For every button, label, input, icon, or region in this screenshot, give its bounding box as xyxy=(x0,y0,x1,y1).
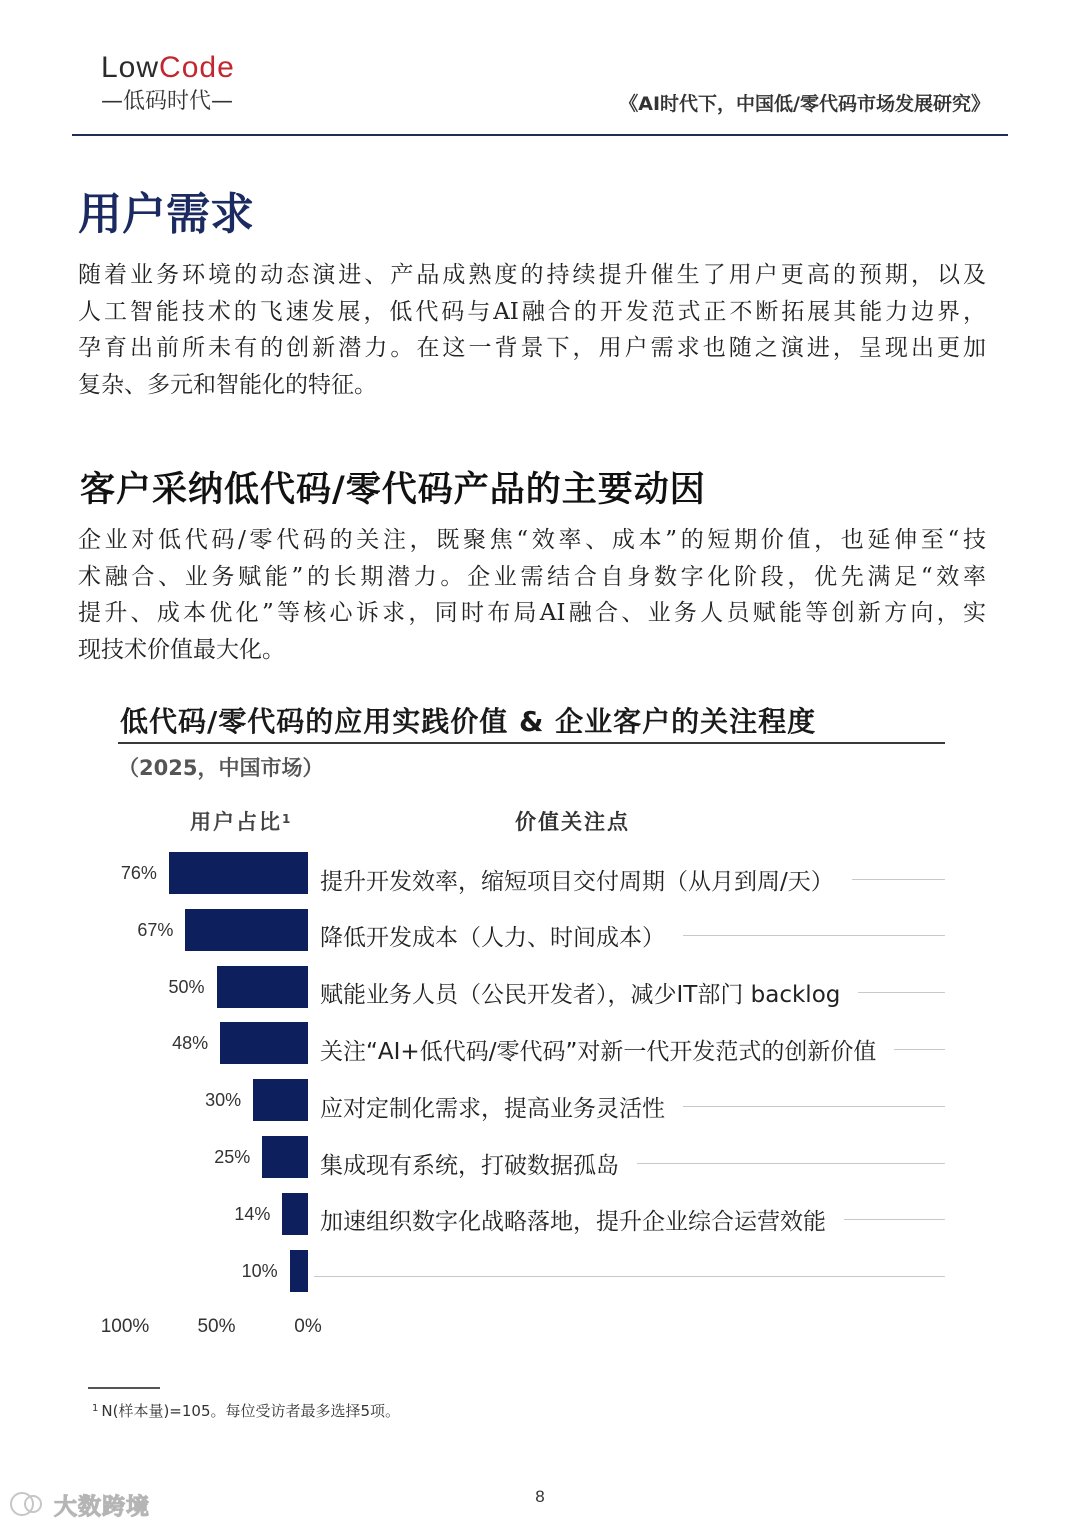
chart-title-underline xyxy=(118,742,945,744)
x-tick-label: 50% xyxy=(197,1316,236,1337)
logo-wordmark xyxy=(101,51,251,85)
section-heading: 客户采纳低代码/零代码产品的主要动因 xyxy=(80,470,706,510)
category-guide-line xyxy=(894,1049,945,1050)
value-column-header-text: 用户占比 xyxy=(190,810,282,834)
category-row xyxy=(320,1142,945,1184)
footnote-divider xyxy=(88,1387,160,1389)
page-title: 用户需求 xyxy=(78,189,254,240)
category-guide-line xyxy=(314,1276,945,1277)
bar-value-label: 50% xyxy=(168,976,205,997)
footnote-reference: 1 xyxy=(282,812,291,826)
paragraph-line: 人工智能技术的飞速发展，低代码与AI融合的开发范式正不断拓展其能力边界， xyxy=(78,298,986,325)
bar-5 xyxy=(253,1079,308,1121)
adoption-paragraph xyxy=(78,522,986,669)
category-label: 集成现有系统，打破数据孤岛 xyxy=(320,1152,619,1179)
bar-value-label: 25% xyxy=(214,1147,251,1167)
x-tick-label: 0% xyxy=(294,1316,322,1337)
page-header xyxy=(0,0,1080,140)
category-label: 应对定制化需求，提高业务灵活性 xyxy=(320,1095,665,1122)
category-row xyxy=(320,1085,945,1127)
logo-tagline: —低码时代— xyxy=(101,89,234,114)
bar-value-label: 10% xyxy=(241,1260,278,1281)
lowcode-logo xyxy=(101,51,251,123)
category-column-header: 价值关注点 xyxy=(515,810,630,834)
x-tick-label: 100% xyxy=(100,1316,150,1337)
category-label: 赋能业务人员（公民开发者），减少IT部门 backlog xyxy=(320,982,841,1009)
category-row xyxy=(320,915,945,957)
category-row xyxy=(320,1028,945,1070)
watermark-logo-icon xyxy=(8,1489,48,1519)
category-guide-line xyxy=(683,1106,945,1107)
category-label: 提升开发效率，缩短项目交付周期（从月到周/天） xyxy=(320,868,834,895)
bar-value-label: 30% xyxy=(205,1090,242,1111)
category-row xyxy=(320,972,945,1014)
report-title: 《AI时代下，中国低/零代码市场发展研究》 xyxy=(619,93,990,115)
bar-6 xyxy=(262,1136,308,1178)
footnote-marker: 1 xyxy=(92,1403,99,1414)
bar-7 xyxy=(282,1193,308,1235)
watermark-ring xyxy=(24,1495,42,1513)
logo-word-code: Code xyxy=(159,51,235,84)
category-label: 关注“AI+低代码/零代码”对新一代开发范式的创新价值 xyxy=(320,1038,877,1065)
category-guide-line xyxy=(637,1163,945,1164)
category-row xyxy=(320,858,945,900)
bar-value-label: 48% xyxy=(172,1033,209,1054)
paragraph-line: 随着业务环境的动态演进、产品成熟度的持续提升催生了用户更高的预期，以及 xyxy=(78,262,986,288)
category-label: 降低开发成本（人力、时间成本） xyxy=(320,925,665,952)
category-guide-line xyxy=(858,992,945,993)
bar-1 xyxy=(169,852,308,894)
page-number: 8 xyxy=(535,1487,545,1506)
watermark xyxy=(8,1486,150,1522)
paragraph-line: 企业对低代码/零代码的关注，既聚焦“效率、成本”的短期价值，也延伸至“技 xyxy=(78,527,986,553)
paragraph-line: 现技术价值最大化。 xyxy=(78,637,285,664)
value-column-header xyxy=(190,808,290,836)
category-guide-line xyxy=(852,879,945,880)
bar-value-label: 14% xyxy=(234,1203,271,1224)
logo-word-low: Low xyxy=(101,51,160,84)
paragraph-line: 复杂、多元和智能化的特征。 xyxy=(78,372,377,399)
intro-paragraph xyxy=(78,257,986,404)
paragraph-line: 孕育出前所未有的创新潜力。在这一背景下，用户需求也随之演进，呈现出更加 xyxy=(78,335,986,362)
category-guide-line xyxy=(844,1219,945,1220)
bar-value-label: 67% xyxy=(137,919,174,940)
paragraph-line: 术融合、业务赋能”的长期潜力。企业需结合自身数字化阶段，优先满足“效率 xyxy=(78,563,986,590)
bar-2 xyxy=(185,909,308,951)
bar-4 xyxy=(220,1022,308,1064)
paragraph-line: 提升、成本优化”等核心诉求，同时布局AI融合、业务人员赋能等创新方向，实 xyxy=(78,600,986,627)
category-row xyxy=(320,1199,945,1241)
bar-value-label: 76% xyxy=(120,863,157,883)
bar-3 xyxy=(217,966,309,1008)
chart-subtitle: （2025，中国市场） xyxy=(118,756,324,780)
header-divider xyxy=(72,134,1008,136)
footnote xyxy=(92,1400,400,1422)
chart-title: 低代码/零代码的应用实践价值 & 企业客户的关注程度 xyxy=(120,705,817,738)
category-guide-line xyxy=(683,935,945,936)
watermark-text: 大数跨境 xyxy=(54,1493,150,1520)
category-row xyxy=(314,1256,945,1298)
footnote-text: N(样本量)=105。每位受访者最多选择5项。 xyxy=(101,1402,401,1420)
category-label: 加速组织数字化战略落地，提升企业综合运营效能 xyxy=(320,1209,826,1236)
bar-8 xyxy=(290,1250,308,1292)
